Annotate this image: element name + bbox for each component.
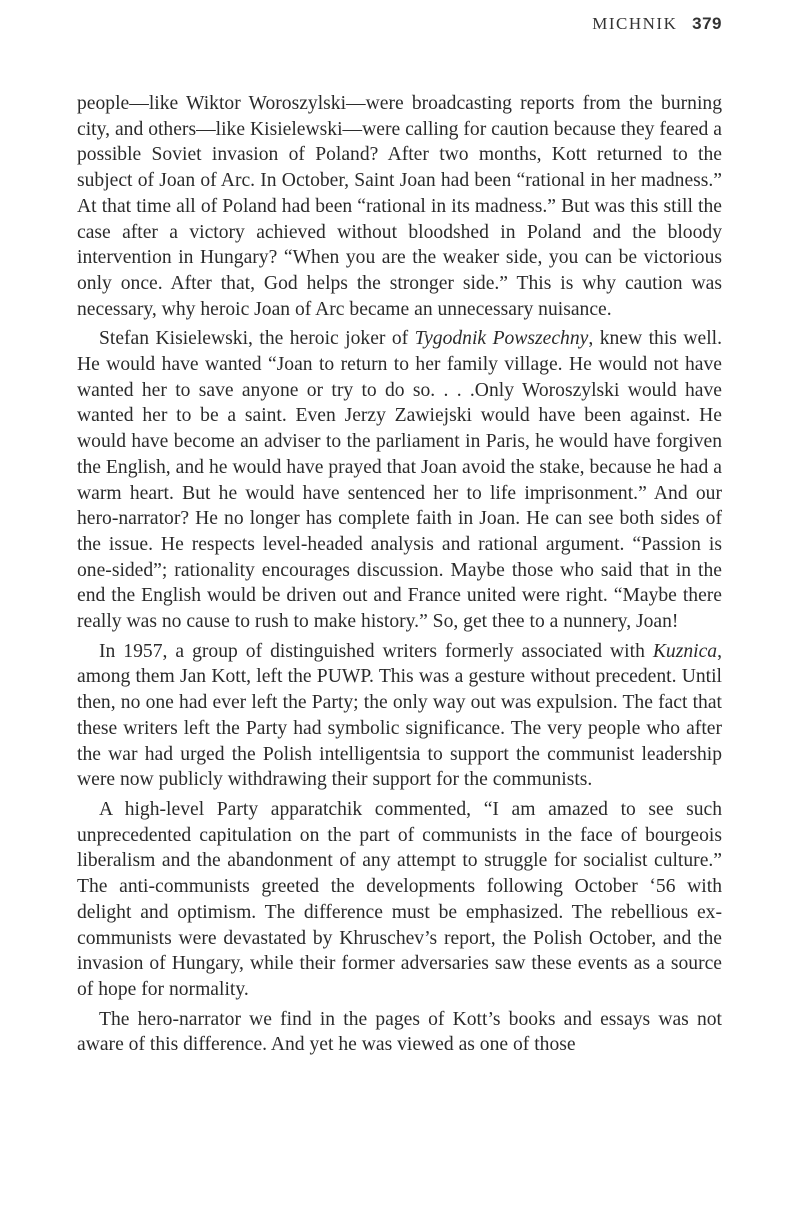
paragraph xyxy=(77,1007,722,1058)
body-text xyxy=(77,91,722,1058)
paragraph xyxy=(77,91,722,322)
running-header-title: MICHNIK xyxy=(592,14,678,33)
paragraph xyxy=(77,797,722,1003)
text-run: , knew this well. He would have wanted “Joan to return to her family village. He would not have wanted her to save anyone or try to do so. . . .Only Woroszylski would have wanted her to be a saint. Even Jerzy Zawiejski would have been against. He would have become an adviser to the parliament in Paris, he would have forgiven the English, and he would have prayed that Joan avoid the stake, because he had a warm heart. But he would have sentenced her to life imprisonment.” And our hero-narrator? He no longer has complete faith in Joan. He can see both sides of the issue. He respects level-headed analysis and rational argument. “Passion is one-sided”; rationality encourages discussion. Maybe those who said that in the end the English would be driven out and France united were right. “Maybe there really was no cause to rush to make history.” So, get thee to a nunnery, Joan! xyxy=(77,328,722,633)
page-number: 379 xyxy=(692,14,722,33)
text-run: people—like Wiktor Woroszylski—were broadcasting reports from the burning city, and others—like Kisielewski—were calling for caution because they feared a possible Soviet invasion of Poland? After two months, Kott returned to the subject of Joan of Arc. In October, Saint Joan had been “rational in her madness.” At that time all of Poland had been “rational in its madness.” But was this still the case after a victory achieved without bloodshed in Poland and the bloody intervention in Hungary? “When you are the weaker side, you can be victorious only once. After that, God helps the stronger side.” This is why caution was necessary, why heroic Joan of Arc became an unnecessary nuisance. xyxy=(77,93,722,320)
text-run: A high-level Party apparatchik commented, “I am amazed to see such unprecedented capitulation on the part of communists in the face of bourgeois liberalism and the abandonment of any attempt to struggle for socialist culture.” The anti-communists greeted the developments following October ‘56 with delight and optimism. The difference must be emphasized. The rebellious ex-communists were devastated by Khruschev’s report, the Polish October, and the invasion of Hungary, while their former adversaries saw these events as a source of hope for normality. xyxy=(77,798,722,1000)
paragraph xyxy=(77,326,722,634)
running-header xyxy=(592,14,722,34)
text-run: Stefan Kisielewski, the heroic joker of xyxy=(99,328,415,350)
text-run: The hero-narrator we find in the pages of Kott’s books and essays was not aware of this difference. And yet he was viewed as one of those xyxy=(77,1008,722,1056)
text-run: In 1957, a group of distinguished writers formerly associated with xyxy=(99,640,653,662)
text-run: , among them Jan Kott, left the PUWP. This was a gesture without precedent. Until then, no one had ever left the Party; the only way out was expulsion. The fact that these writers left the Party had symbolic significance. The very people who after the war had urged the Polish intelligentsia to support the communist leadership were now publicly withdrawing their support for the communists. xyxy=(77,640,722,791)
paragraph xyxy=(77,639,722,793)
journal-title-italic: Tygodnik Powszechny xyxy=(414,328,589,350)
journal-title-italic: Kuznica xyxy=(652,640,718,662)
